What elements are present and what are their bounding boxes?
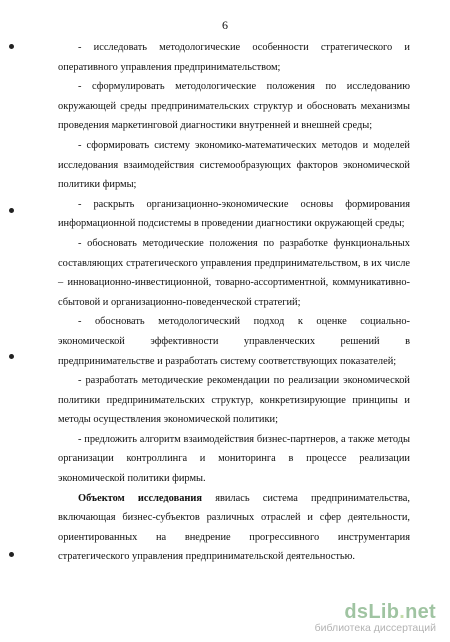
- margin-bullet-mark: [9, 354, 14, 359]
- objective-item: - разработать методические рекомендации по реализации экономической политики предпринимательских структур, конкретизирующие принципы и методы осуществления экономической политики;: [58, 375, 410, 426]
- research-object-paragraph: [58, 489, 410, 567]
- objective-item: - раскрыть организационно-экономические основы формирования информационной подсистемы в проведении диагностики окружающей среды;: [58, 198, 410, 230]
- watermark-tagline: библиотека диссертаций: [314, 622, 436, 634]
- objective-item: - обосновать методологический подход к оценке социально-экономической эффективности управленческих решений в предпринимательстве и разработать систему соответствующих показателей;: [58, 316, 410, 367]
- page-number: 6: [222, 18, 228, 32]
- margin-bullet-mark: [9, 208, 14, 213]
- objective-item: - обосновать методические положения по разработке функциональных составляющих стратегического управления предпринимательством, в их числе – инновационно-инвестиционной, товарно-ассортиментной, коммуникативно-сбытовой и организационно-поведенческой стратегий;: [58, 237, 410, 308]
- watermark-brand: dsLib.net: [344, 601, 436, 623]
- research-object-text: явилась система предпринимательства, включающая бизнес-субъектов различных отраслей и сфер деятельности, ориентированных на внедрение прогрессивного инструментария стратегического управления предпринимательской деятельностью.: [58, 492, 410, 563]
- margin-bullet-mark: [9, 552, 14, 557]
- objective-item: - предложить алгоритм взаимодействия бизнес-партнеров, а также методы организации контроллинга и мониторинга в процессе реализации экономической политики фирмы.: [58, 433, 410, 485]
- objective-item: - сформировать систему экономико-математических методов и моделей исследования взаимодействия системообразующих факторов экономической политики фирмы;: [58, 139, 410, 191]
- document-body: [58, 38, 410, 567]
- dslib-watermark: [315, 601, 436, 634]
- research-object-term: Объектом исследования: [78, 492, 203, 504]
- objective-item: - исследовать методологические особенности стратегического и оперативного управления предпринимательством;: [58, 42, 410, 73]
- objective-item: - сформулировать методологические положения по исследованию окружающей среды предпринимательских структур и обосновать механизмы проведения маркетинговой диагностики внутренней и внешней среды;: [58, 81, 410, 132]
- margin-bullet-mark: [9, 44, 14, 49]
